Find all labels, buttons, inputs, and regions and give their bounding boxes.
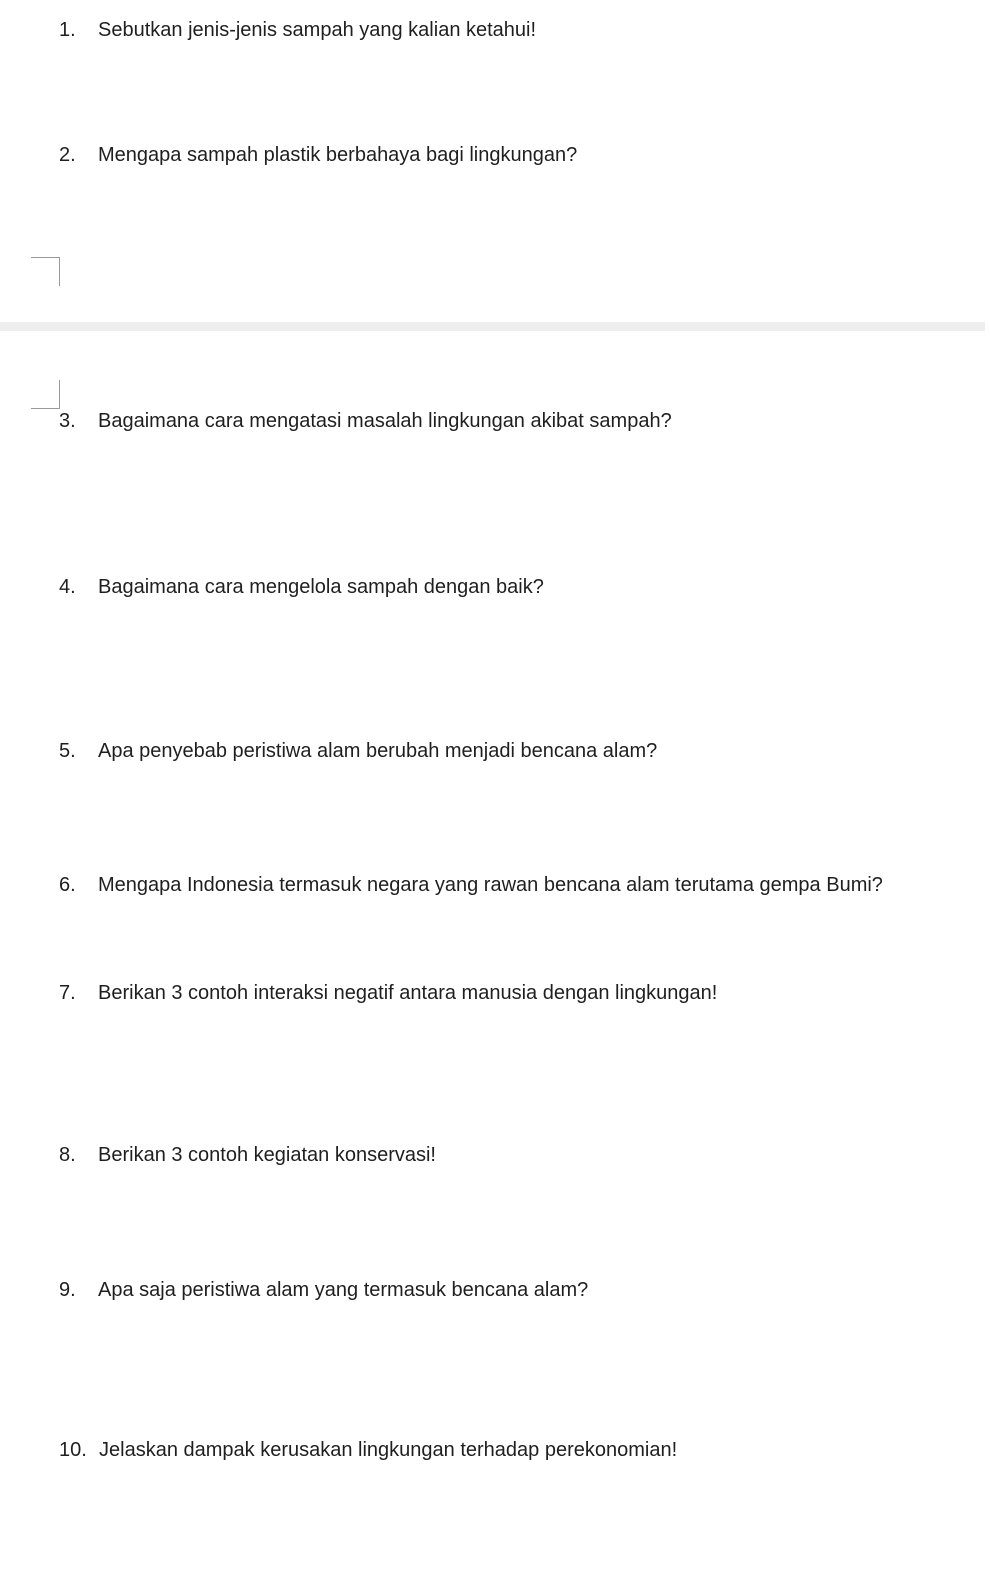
question-number: 9. xyxy=(59,1279,76,1301)
question-number: 10. xyxy=(59,1439,87,1461)
question-text: Bagaimana cara mengelola sampah dengan baik? xyxy=(98,576,544,598)
page-corner-mark-bottom xyxy=(31,380,60,409)
question-item xyxy=(59,16,536,44)
question-item xyxy=(59,979,717,1007)
question-number: 1. xyxy=(59,19,76,41)
question-number: 2. xyxy=(59,144,76,166)
question-text: Apa saja peristiwa alam yang termasuk bencana alam? xyxy=(98,1279,589,1301)
page-break-separator xyxy=(0,322,985,331)
question-text: Mengapa sampah plastik berbahaya bagi lingkungan? xyxy=(98,144,578,166)
page-corner-mark-top xyxy=(31,257,60,286)
question-item xyxy=(59,737,657,765)
question-text: Sebutkan jenis-jenis sampah yang kalian ketahui! xyxy=(98,19,537,41)
question-item xyxy=(59,1276,588,1304)
question-number: 4. xyxy=(59,576,76,598)
question-number: 5. xyxy=(59,740,76,762)
question-text: Apa penyebab peristiwa alam berubah menjadi bencana alam? xyxy=(98,740,658,762)
question-number: 7. xyxy=(59,982,76,1004)
question-item xyxy=(59,573,544,601)
question-item xyxy=(59,1436,677,1464)
question-number: 3. xyxy=(59,410,76,432)
question-item xyxy=(59,407,672,435)
question-number: 6. xyxy=(59,874,76,896)
question-text: Mengapa Indonesia termasuk negara yang rawan bencana alam terutama gempa Bumi? xyxy=(98,874,883,896)
question-text: Bagaimana cara mengatasi masalah lingkungan akibat sampah? xyxy=(98,410,672,432)
question-text: Berikan 3 contoh interaksi negatif antara manusia dengan lingkungan! xyxy=(98,982,718,1004)
question-item xyxy=(59,871,883,899)
question-text: Jelaskan dampak kerusakan lingkungan terhadap perekonomian! xyxy=(99,1439,678,1461)
question-number: 8. xyxy=(59,1144,76,1166)
question-item xyxy=(59,141,577,169)
question-item xyxy=(59,1141,436,1169)
question-text: Berikan 3 contoh kegiatan konservasi! xyxy=(98,1144,436,1166)
